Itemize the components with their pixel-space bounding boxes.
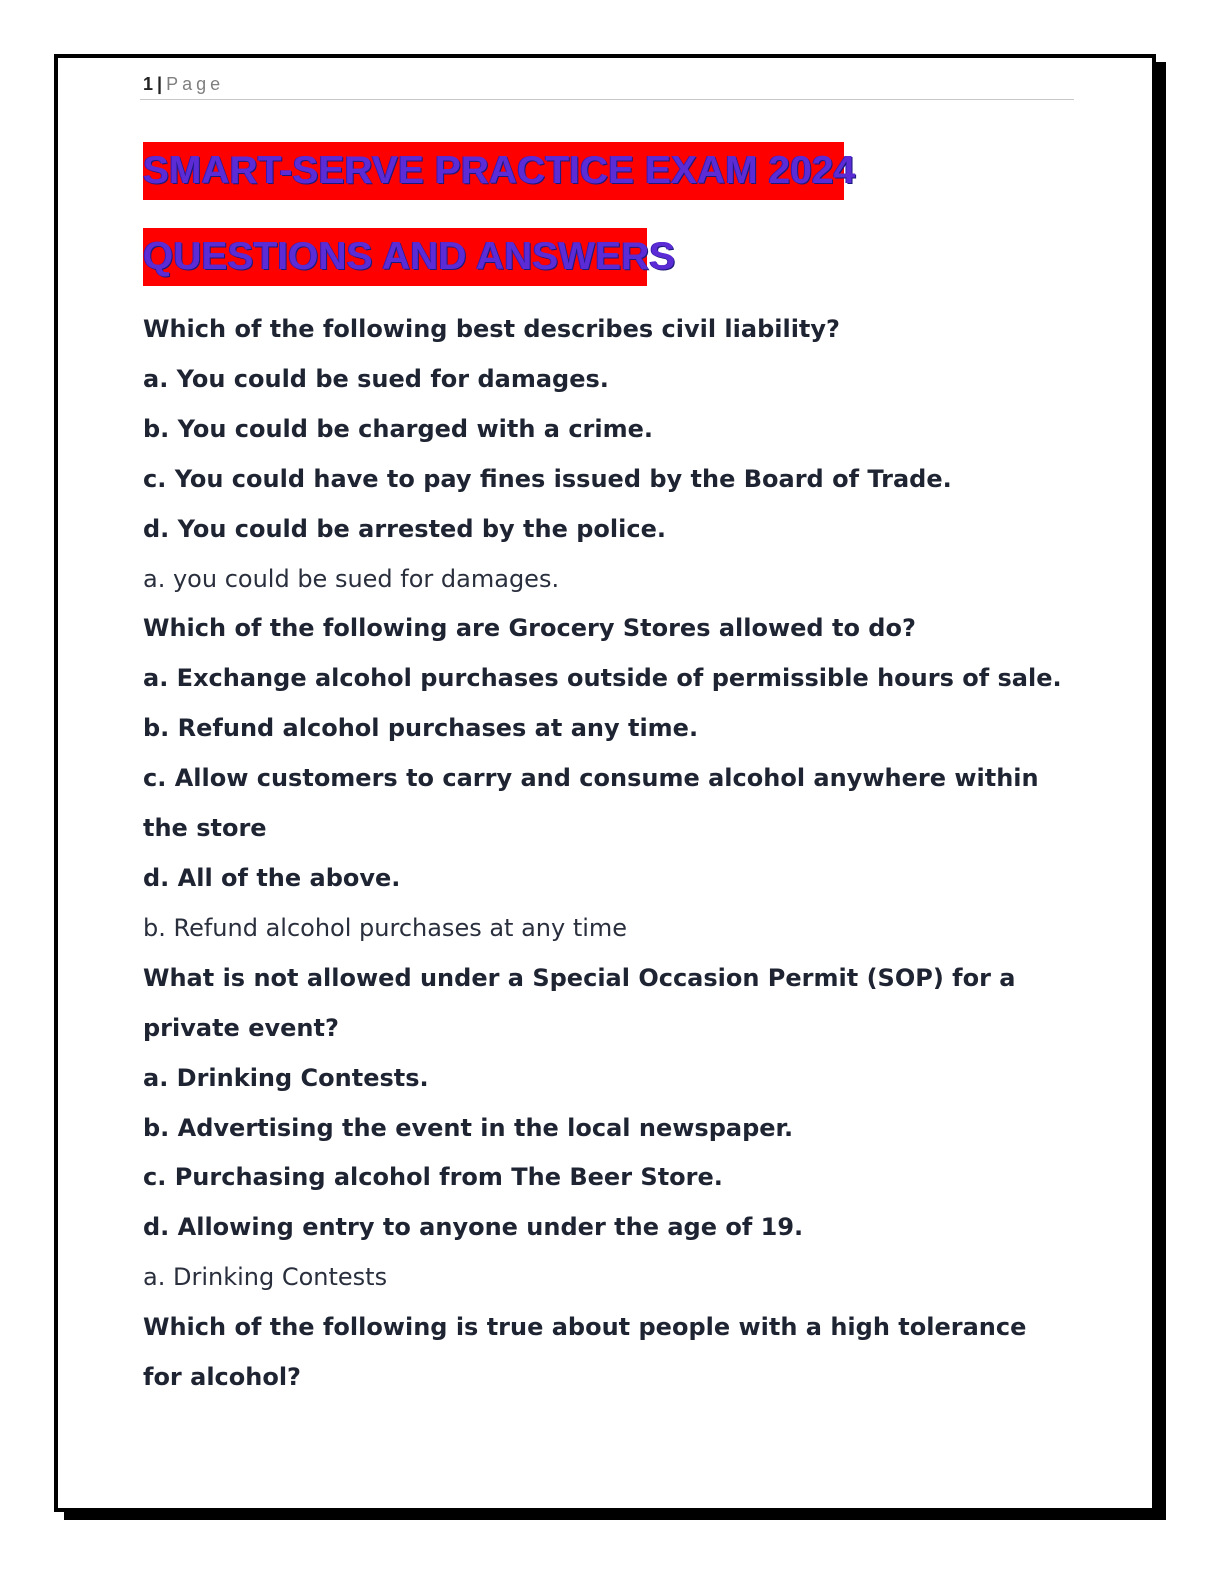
document-title-line-1: SMART-SERVE PRACTICE EXAM 2024	[143, 142, 844, 200]
answer-option: a. Exchange alcohol purchases outside of permissible hours of sale.	[143, 664, 1062, 693]
question-text: Which of the following is true about people with a high tolerance for alcohol?	[143, 1313, 1027, 1392]
answer-option: a. You could be sued for damages.	[143, 364, 609, 393]
answer-option: c. You could have to pay fines issued by the Board of Trade.	[143, 464, 952, 493]
correct-answer: b. Refund alcohol purchases at any time	[143, 913, 628, 942]
page-number: 1	[143, 74, 154, 94]
correct-answer: a. Drinking Contests	[143, 1263, 388, 1292]
question-text: What is not allowed under a Special Occasion Permit (SOP) for a private event?	[143, 963, 1016, 1042]
answer-option: d. Allowing entry to anyone under the age of 19.	[143, 1213, 804, 1242]
page-header	[143, 74, 224, 95]
question-list	[143, 305, 1063, 1403]
document-title-line-2: QUESTIONS AND ANSWERS	[143, 228, 647, 286]
correct-answer: a. you could be sued for damages.	[143, 564, 560, 593]
answer-option: a. Drinking Contests.	[143, 1063, 429, 1092]
answer-option: d. All of the above.	[143, 863, 401, 892]
answer-option: c. Allow customers to carry and consume alcohol anywhere within the store	[143, 764, 1039, 843]
answer-option: b. Advertising the event in the local newspaper.	[143, 1113, 794, 1142]
header-divider	[140, 99, 1074, 100]
question-text: Which of the following are Grocery Stores allowed to do?	[143, 614, 916, 643]
answer-option: d. You could be arrested by the police.	[143, 514, 666, 543]
answer-option: b. Refund alcohol purchases at any time.	[143, 714, 699, 743]
page-separator: |	[157, 74, 163, 94]
answer-option: c. Purchasing alcohol from The Beer Store.	[143, 1163, 723, 1192]
answer-option: b. You could be charged with a crime.	[143, 414, 654, 443]
question-text: Which of the following best describes civil liability?	[143, 315, 840, 343]
page-label: Page	[166, 74, 225, 94]
